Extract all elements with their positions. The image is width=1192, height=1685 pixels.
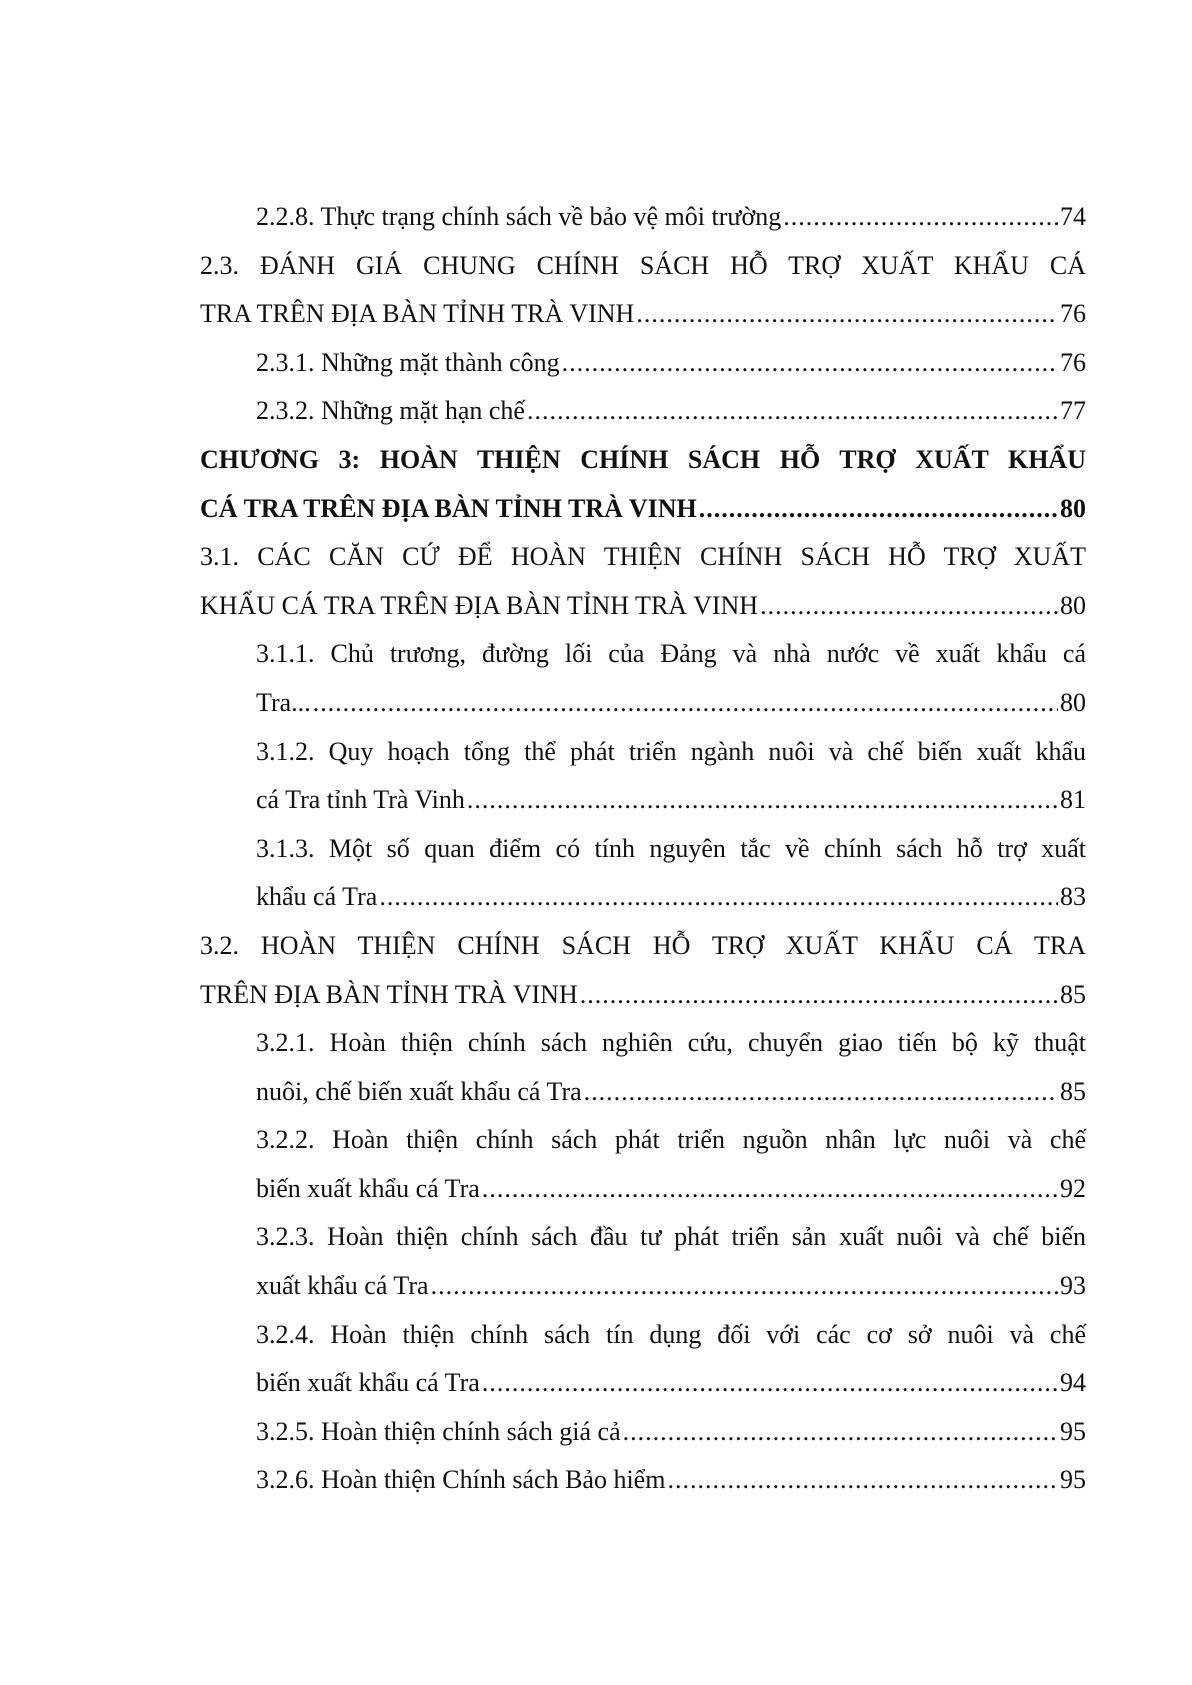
- toc-entry-title: 3.2.6. Hoàn thiện Chính sách Bảo hiểm: [256, 1465, 666, 1495]
- toc-entry-continued[interactable]: [200, 922, 1086, 971]
- toc-entry[interactable]: [200, 339, 1086, 388]
- toc-leader-dots: [562, 339, 1058, 388]
- toc-entry-continued[interactable]: [200, 825, 1086, 874]
- table-of-contents: [200, 193, 1086, 1505]
- toc-page-number: 94: [1060, 1368, 1086, 1398]
- toc-entry-title: 3.1.1. Chủ trương, đường lối của Đảng và nhà nước về xuất khẩu cá: [256, 639, 1086, 669]
- toc-entry[interactable]: [200, 485, 1086, 534]
- toc-page-number: 80: [1060, 493, 1086, 523]
- toc-entry-title: 3.1. CÁC CĂN CỨ ĐỂ HOÀN THIỆN CHÍNH SÁCH HỖ TRỢ XUẤT: [200, 542, 1086, 572]
- toc-entry[interactable]: [200, 290, 1086, 339]
- toc-entry[interactable]: [200, 1262, 1086, 1311]
- toc-leader-dots: [667, 1456, 1058, 1505]
- toc-entry-title: 2.3.2. Những mặt hạn chế: [256, 396, 525, 426]
- toc-entry[interactable]: [200, 1456, 1086, 1505]
- toc-leader-dots: [431, 1262, 1058, 1311]
- toc-entry-title: cá Tra tỉnh Trà Vinh: [256, 785, 465, 815]
- toc-entry-title: biến xuất khẩu cá Tra: [256, 1173, 480, 1203]
- toc-entry-title: khẩu cá Tra: [256, 882, 378, 912]
- toc-entry-continued[interactable]: [200, 436, 1086, 485]
- toc-entry-title: 3.2.1. Hoàn thiện chính sách nghiên cứu, chuyển giao tiến bộ kỹ thuật: [256, 1028, 1086, 1058]
- toc-entry-title: 3.2. HOÀN THIỆN CHÍNH SÁCH HỖ TRỢ XUẤT KHẨU CÁ TRA: [200, 930, 1086, 960]
- toc-page-number: 81: [1060, 785, 1086, 815]
- toc-page-number: 85: [1060, 1076, 1086, 1106]
- toc-entry[interactable]: [200, 1165, 1086, 1214]
- toc-entry[interactable]: [200, 1359, 1086, 1408]
- toc-entry-title: 3.2.3. Hoàn thiện chính sách đầu tư phát triển sản xuất nuôi và chế biến: [256, 1222, 1086, 1252]
- toc-entry[interactable]: [200, 387, 1086, 436]
- toc-page-number: 85: [1060, 979, 1086, 1009]
- toc-entry-title: 2.2.8. Thực trạng chính sách về bảo vệ môi trường: [256, 202, 782, 231]
- toc-leader-dots: [636, 290, 1058, 339]
- toc-page-number: 93: [1060, 1271, 1086, 1301]
- toc-entry[interactable]: [200, 1408, 1086, 1457]
- toc-leader-dots: [379, 873, 1058, 922]
- toc-entry-continued[interactable]: [200, 630, 1086, 679]
- toc-entry[interactable]: [200, 679, 1086, 728]
- toc-leader-dots: [467, 776, 1058, 825]
- toc-entry-continued[interactable]: [200, 1311, 1086, 1360]
- toc-entry-continued[interactable]: [200, 728, 1086, 777]
- toc-leader-dots: [584, 1068, 1058, 1117]
- toc-entry-continued[interactable]: [200, 1116, 1086, 1165]
- toc-entry-title: 3.2.4. Hoàn thiện chính sách tín dụng đối với các cơ sở nuôi và chế: [256, 1319, 1086, 1349]
- toc-entry-title: 3.2.2. Hoàn thiện chính sách phát triển nguồn nhân lực nuôi và chế: [256, 1125, 1086, 1155]
- toc-entry-title: 3.2.5. Hoàn thiện chính sách giá cả: [256, 1416, 621, 1446]
- toc-entry-title: KHẨU CÁ TRA TRÊN ĐỊA BÀN TỈNH TRÀ VINH: [200, 590, 759, 620]
- toc-leader-dots: [313, 679, 1058, 728]
- toc-entry[interactable]: [200, 971, 1086, 1020]
- toc-entry-title: TRÊN ĐỊA BÀN TỈNH TRÀ VINH: [200, 979, 578, 1009]
- toc-leader-dots: [527, 387, 1058, 436]
- toc-entry-continued[interactable]: [200, 1213, 1086, 1262]
- toc-entry-title: 3.1.3. Một số quan điểm có tính nguyên tắc về chính sách hỗ trợ xuất: [256, 833, 1086, 863]
- toc-entry-title: 3.1.2. Quy hoạch tổng thể phát triển ngành nuôi và chế biến xuất khẩu: [256, 736, 1086, 766]
- toc-entry-title: 2.3.1. Những mặt thành công: [256, 347, 560, 377]
- toc-page-number: 80: [1060, 590, 1086, 620]
- toc-leader-dots: [623, 1408, 1058, 1457]
- toc-page-number: 95: [1060, 1416, 1086, 1446]
- toc-page-number: 74: [1060, 202, 1086, 231]
- toc-page-number: 76: [1060, 347, 1086, 377]
- toc-entry-title: Tra...: [256, 687, 311, 717]
- toc-entry[interactable]: [200, 776, 1086, 825]
- toc-leader-dots: [760, 582, 1058, 631]
- toc-entry-title: xuất khẩu cá Tra: [256, 1271, 429, 1301]
- toc-page-number: 95: [1060, 1465, 1086, 1495]
- toc-entry[interactable]: [200, 193, 1086, 242]
- toc-entry-title: CHƯƠNG 3: HOÀN THIỆN CHÍNH SÁCH HỖ TRỢ XUẤT KHẨU: [200, 444, 1086, 474]
- toc-page-number: 76: [1060, 299, 1086, 329]
- toc-leader-dots: [580, 971, 1058, 1020]
- toc-entry[interactable]: [200, 873, 1086, 922]
- toc-leader-dots: [482, 1165, 1058, 1214]
- toc-entry-title: CÁ TRA TRÊN ĐỊA BÀN TỈNH TRÀ VINH: [200, 493, 697, 523]
- toc-entry-title: TRA TRÊN ĐỊA BÀN TỈNH TRÀ VINH: [200, 299, 635, 329]
- toc-page-number: 83: [1060, 882, 1086, 912]
- toc-entry-continued[interactable]: [200, 242, 1086, 291]
- toc-entry-continued[interactable]: [200, 533, 1086, 582]
- toc-entry-continued[interactable]: [200, 1019, 1086, 1068]
- toc-entry-title: 2.3. ĐÁNH GIÁ CHUNG CHÍNH SÁCH HỖ TRỢ XUẤT KHẨU CÁ: [200, 250, 1086, 280]
- toc-page-number: 92: [1060, 1173, 1086, 1203]
- toc-leader-dots: [699, 485, 1058, 534]
- toc-entry-title: biến xuất khẩu cá Tra: [256, 1368, 480, 1398]
- toc-entry[interactable]: [200, 1068, 1086, 1117]
- toc-leader-dots: [482, 1359, 1058, 1408]
- toc-leader-dots: [783, 193, 1058, 242]
- toc-page-number: 80: [1060, 687, 1086, 717]
- toc-page-number: 77: [1060, 396, 1086, 426]
- toc-entry[interactable]: [200, 582, 1086, 631]
- toc-entry-title: nuôi, chế biến xuất khẩu cá Tra: [256, 1076, 582, 1106]
